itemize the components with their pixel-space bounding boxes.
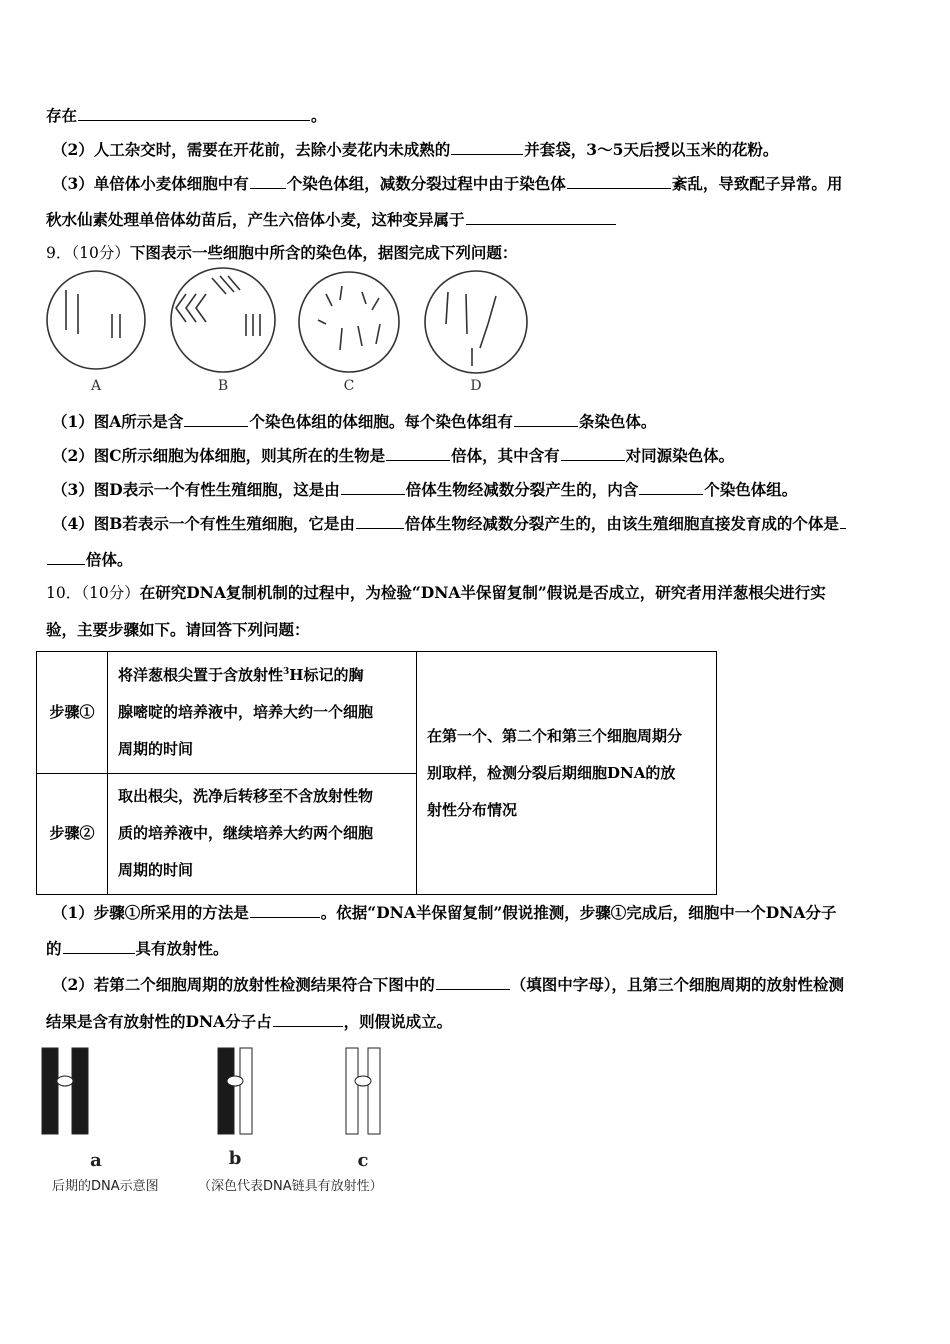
steps-table (36, 651, 717, 895)
text: 存在 (46, 106, 78, 125)
text: 并套袋，3～5天后授以玉米的花粉。 (524, 140, 779, 159)
cell-c (299, 272, 399, 372)
answer-blank[interactable] (47, 548, 85, 565)
cell-label-b: B (217, 378, 229, 394)
text: （填图中字母），且第三个细胞周期的放射性检测 (510, 975, 845, 994)
text: 的 (46, 939, 62, 958)
answer-blank[interactable] (451, 138, 523, 155)
dna-a (42, 1048, 88, 1134)
text: （4）图B若表示一个有性生殖细胞，它是由 (52, 514, 355, 533)
text: 倍体生物经减数分裂产生的，由该生殖细胞直接发育成的个体是 (404, 514, 839, 533)
q9-part2 (52, 444, 906, 466)
answer-blank[interactable] (561, 444, 625, 461)
dna-caption-right: （深色代表DNA链具有放射性） (198, 1179, 383, 1194)
text: 下图表示一些细胞中所含的染色体，据图完成下列问题： (129, 243, 518, 262)
result-description (417, 652, 717, 895)
text: （3）单倍体小麦体细胞中有 (52, 174, 249, 193)
q10-stem-1 (46, 583, 906, 603)
text: 验，主要步骤如下。请回答下列问题： (46, 620, 310, 639)
answer-blank[interactable] (250, 901, 320, 918)
step1-label: 步骤① (37, 652, 108, 774)
q10-part2-cont (46, 1010, 906, 1032)
text: 取出根尖，洗净后转移至不含放射性物 (118, 787, 374, 806)
text: 条染色体。 (578, 412, 657, 431)
answer-blank[interactable] (840, 512, 846, 529)
answer-blank[interactable] (356, 512, 404, 529)
dna-strands-figure (40, 1040, 420, 1200)
answer-blank[interactable] (514, 410, 578, 427)
text: 腺嘧啶的培养液中，培养大约一个细胞 (118, 702, 374, 721)
dna-caption-left: 后期的DNA示意图 (52, 1179, 159, 1194)
text: ，则假说成立。 (343, 1012, 453, 1031)
dna-label-c: c (357, 1150, 369, 1171)
text: 结果是含有放射性的DNA分子占 (46, 1012, 272, 1031)
text: 个染色体组。 (704, 480, 798, 499)
q10-part1-cont (46, 937, 906, 959)
text-line-1 (46, 104, 906, 126)
text: 具有放射性。 (135, 939, 229, 958)
step1-description (108, 652, 417, 774)
text: （1）步骤①所采用的方法是 (52, 903, 249, 922)
q9-stem (46, 243, 906, 263)
text: 射性分布情况 (427, 800, 518, 819)
cell-label-c: C (343, 378, 355, 394)
text: （2）人工杂交时，需要在开花前，去除小麦花内未成熟的 (52, 140, 451, 159)
cell-label-a: A (90, 378, 102, 394)
text: 倍体。 (86, 550, 133, 569)
cell-d (425, 271, 527, 373)
answer-blank[interactable] (63, 937, 135, 954)
dna-label-a: a (90, 1150, 102, 1171)
text: （1）图A所示是含 (52, 412, 184, 431)
text: H标记的胸 (289, 665, 364, 684)
step2-label: 步骤② (37, 773, 108, 895)
text: 紊乱，导致配子异常。用 (671, 174, 843, 193)
text: 倍体生物经减数分裂产生的，内含 (405, 480, 639, 499)
dna-c (346, 1048, 380, 1134)
answer-blank[interactable] (386, 444, 450, 461)
answer-blank[interactable] (466, 208, 616, 225)
text: （2）若第二个细胞周期的放射性检测结果符合下图中的 (52, 975, 435, 994)
answer-blank[interactable] (250, 172, 286, 189)
answer-blank[interactable] (273, 1010, 343, 1027)
cell-b (171, 268, 275, 372)
text: 周期的时间 (118, 861, 194, 880)
q10-part1 (52, 901, 906, 923)
superscript: 3 (283, 666, 290, 677)
q9-part4-cont (46, 548, 906, 570)
text: 个染色体组，减数分裂过程中由于染色体 (286, 174, 566, 193)
dna-b (218, 1048, 252, 1134)
answer-blank[interactable] (567, 172, 671, 189)
dna-label-b: b (228, 1148, 242, 1169)
text: 在第一个、第二个和第三个细胞周期分 (427, 726, 683, 745)
answer-blank[interactable] (639, 478, 703, 495)
q10-stem-2 (46, 620, 906, 640)
answer-blank[interactable] (436, 973, 510, 990)
step2-description (108, 773, 417, 895)
text: 质的培养液中，继续培养大约两个细胞 (118, 824, 374, 843)
q9-part3 (52, 478, 906, 500)
text: 倍体，其中含有 (451, 446, 560, 465)
text: 秋水仙素处理单倍体幼苗后，产生六倍体小麦，这种变异属于 (46, 210, 465, 229)
q10-part2 (52, 973, 906, 995)
answer-blank[interactable] (78, 104, 310, 121)
answer-blank[interactable] (341, 478, 405, 495)
question-number: 9．（10分） (46, 244, 130, 262)
text: 对同源染色体。 (625, 446, 735, 465)
cell-label-d: D (470, 378, 482, 394)
cell-a (47, 271, 145, 369)
answer-blank[interactable] (184, 410, 248, 427)
text: 别取样，检测分裂后期细胞DNA的放 (427, 763, 676, 782)
q9-part4 (52, 512, 906, 534)
text: （2）图C所示细胞为体细胞，则其所在的生物是 (52, 446, 386, 465)
table-row (37, 652, 717, 774)
text: 在研究DNA复制机制的过程中，为检验“DNA半保留复制”假说是否成立，研究者用洋葱根尖进行实 (139, 583, 826, 602)
text-line-3 (52, 172, 906, 194)
chromosome-cells-figure (36, 264, 536, 394)
text: 。 (311, 106, 327, 125)
text: 周期的时间 (118, 739, 194, 758)
q9-part1 (52, 410, 906, 432)
text: 个染色体组的体细胞。每个染色体组有 (249, 412, 513, 431)
question-number: 10．（10分） (46, 584, 140, 602)
text: （3）图D表示一个有性生殖细胞，这是由 (52, 480, 340, 499)
text: 。依据“DNA半保留复制”假说推测，步骤①完成后，细胞中一个DNA分子 (320, 903, 837, 922)
text: 将洋葱根尖置于含放射性 (118, 665, 284, 684)
text-line-4 (46, 208, 906, 230)
text-line-2 (52, 138, 906, 160)
